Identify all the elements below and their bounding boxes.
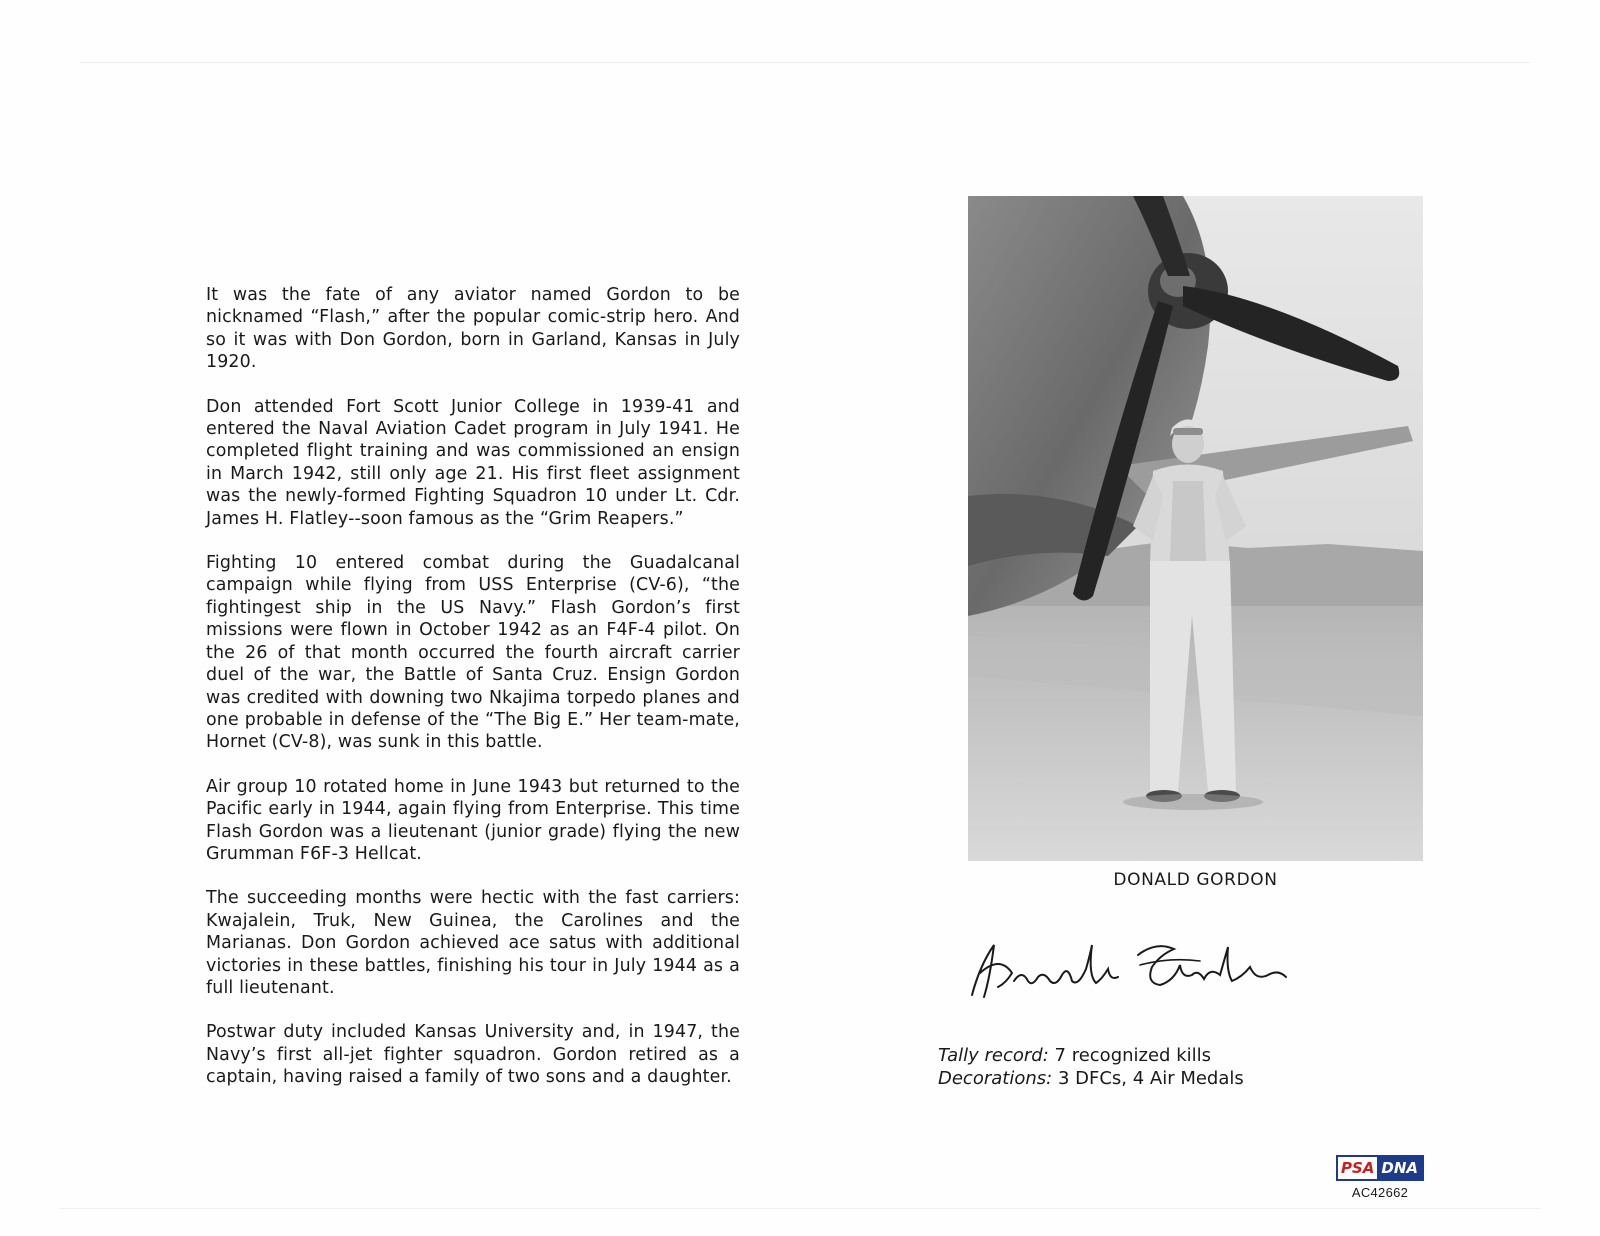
bio-paragraph-6: Postwar duty included Kansas University and, in 1947, the Navy’s first all-jet fighter squadron. Gordon retired as a captain, having raised a family of two sons and a daughter. <box>206 1022 740 1088</box>
psa-dna-logo <box>1336 1155 1424 1181</box>
biography-text <box>206 284 740 1111</box>
pilot-photo-illustration <box>968 196 1423 861</box>
certificate-id: AC42662 <box>1351 1185 1409 1200</box>
handwritten-signature <box>960 925 1300 1005</box>
top-edge-line <box>80 62 1530 63</box>
photo-caption: DONALD GORDON <box>1113 870 1278 890</box>
bottom-edge-line <box>60 1208 1540 1209</box>
authentication-sticker <box>1320 1155 1440 1200</box>
signature-drawing <box>960 925 1300 1005</box>
logo-psa-text: PSA <box>1338 1157 1377 1179</box>
bio-paragraph-5: The succeeding months were hectic with the fast carriers: Kwajalein, Truk, New Guinea, the Carolines and the Marianas. Don Gordon achieved ace satus with additional victories in these battles, finishing his tour in July 1944 as a full lieutenant. <box>206 888 740 998</box>
tally-record-value: 7 recognized kills <box>1054 1045 1212 1066</box>
bio-paragraph-4: Air group 10 rotated home in June 1943 but returned to the Pacific early in 1944, again flying from Enterprise. This time Flash Gordon was a lieutenant (junior grade) flying the new Grumman F6F-3 Hellcat. <box>206 776 740 864</box>
decorations-value: 3 DFCs, 4 Air Medals <box>1057 1068 1244 1089</box>
bio-paragraph-1: It was the fate of any aviator named Gordon to be nicknamed “Flash,” after the popular comic-strip hero. And so it was with Don Gordon, born in Garland, Kansas in July 1920. <box>206 285 740 373</box>
decorations-label: Decorations: <box>938 1068 1053 1089</box>
service-record <box>938 1044 1244 1090</box>
tally-record-line <box>938 1044 1244 1067</box>
bio-paragraph-2: Don attended Fort Scott Junior College in 1939-41 and entered the Naval Aviation Cadet program in July 1941. He completed flight training and was commissioned an ensign in March 1942, still only age 21. His first fleet assignment was the newly-formed Fighting Squadron 10 under Lt. Cdr. James H. Flatley--soon famous as the “Grim Reapers.” <box>206 396 740 529</box>
logo-dna-text: DNA <box>1377 1157 1422 1179</box>
pilot-photo <box>968 196 1423 861</box>
tally-record-label: Tally record: <box>938 1045 1049 1066</box>
decorations-line <box>938 1067 1244 1090</box>
bio-paragraph-3: Fighting 10 entered combat during the Guadalcanal campaign while flying from USS Enterprise (CV-6), “the fightingest ship in the US Navy.” Flash Gordon’s first missions were flown in October 1942 as an F4F-4 pilot. On the 26 of that month occurred the fourth aircraft carrier duel of the war, the Battle of Santa Cruz. Ensign Gordon was credited with downing two Nkajima torpedo planes and one probable in defense of the “The Big E.” Her team-mate, Hornet (CV-8), was sunk in this battle. <box>206 553 740 753</box>
